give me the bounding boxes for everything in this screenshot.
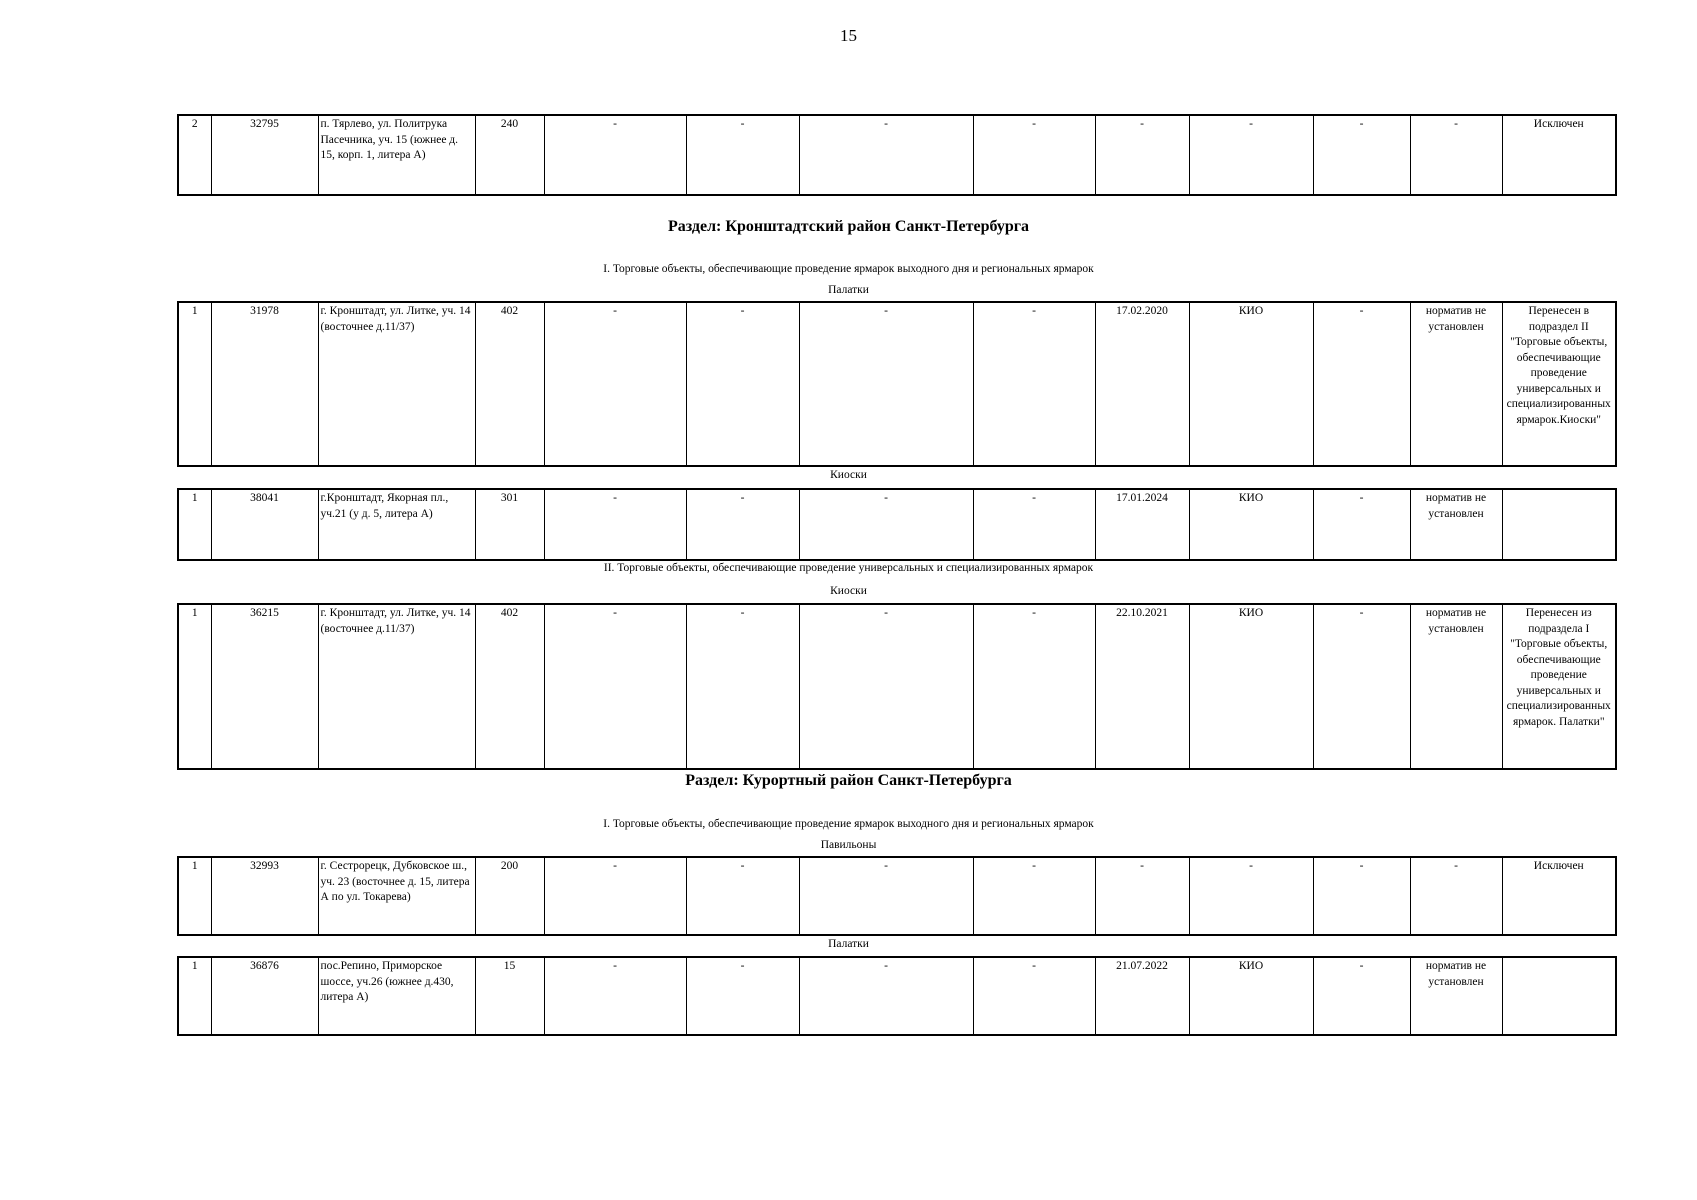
cell-date: 17.01.2024 bbox=[1095, 489, 1189, 560]
table-row-36215 bbox=[177, 603, 1617, 770]
section-title-kronshtadt: Раздел: Кронштадтский район Санкт-Петербурга bbox=[667, 218, 1030, 235]
cell: - bbox=[973, 604, 1095, 769]
cell: - bbox=[973, 857, 1095, 935]
cell-note: Перенесен в подраздел II "Торговые объекты, обеспечивающие проведение универсальных и специализированных ярмарок.Киоски" bbox=[1502, 302, 1616, 466]
cell: - bbox=[686, 302, 799, 466]
table-row-32993 bbox=[177, 856, 1617, 936]
cell: - bbox=[686, 604, 799, 769]
subsection-title: I. Торговые объекты, обеспечивающие проведение ярмарок выходного дня и региональных ярмарок bbox=[603, 818, 1094, 830]
cell: - bbox=[544, 957, 686, 1035]
cell-norm: норматив не установлен bbox=[1410, 604, 1502, 769]
cell-date: 22.10.2021 bbox=[1095, 604, 1189, 769]
cell: - bbox=[799, 115, 973, 195]
category-label: Киоски bbox=[830, 585, 867, 597]
cell: - bbox=[686, 489, 799, 560]
cell: - bbox=[1313, 957, 1410, 1035]
cell-date: 21.07.2022 bbox=[1095, 957, 1189, 1035]
cell-id: 31978 bbox=[211, 302, 318, 466]
cell: - bbox=[799, 604, 973, 769]
table-row-31978 bbox=[177, 301, 1617, 467]
table-row-32795 bbox=[177, 114, 1617, 196]
cell: - bbox=[799, 957, 973, 1035]
page-number: 15 bbox=[840, 26, 857, 45]
section-title-kurortny: Раздел: Курортный район Санкт-Петербурга bbox=[685, 772, 1012, 789]
cell: - bbox=[973, 489, 1095, 560]
cell: - bbox=[1313, 489, 1410, 560]
cell: - bbox=[799, 302, 973, 466]
cell-value: 301 bbox=[475, 489, 544, 560]
cell-note: Перенесен из подраздела I "Торговые объекты, обеспечивающие проведение универсальных и специализированных ярмарок. Палатки" bbox=[1502, 604, 1616, 769]
cell-org: КИО bbox=[1189, 489, 1313, 560]
cell: - bbox=[973, 302, 1095, 466]
cell-note: Исключен bbox=[1502, 857, 1616, 935]
category-label: Киоски bbox=[830, 469, 867, 481]
cell-org: КИО bbox=[1189, 957, 1313, 1035]
cell-norm: - bbox=[1410, 115, 1502, 195]
cell-num: 1 bbox=[178, 489, 211, 560]
cell: - bbox=[544, 604, 686, 769]
category-label: Павильоны bbox=[820, 839, 877, 851]
subsection-title: I. Торговые объекты, обеспечивающие проведение ярмарок выходного дня и региональных ярмарок bbox=[603, 263, 1094, 275]
cell-num: 1 bbox=[178, 957, 211, 1035]
cell-address: г. Кронштадт, ул. Литке, уч. 14 (восточнее д.11/37) bbox=[318, 302, 475, 466]
cell-address: г. Сестрорецк, Дубковское ш., уч. 23 (восточнее д. 15, литера А по ул. Токарева) bbox=[318, 857, 475, 935]
table-row-36876 bbox=[177, 956, 1617, 1036]
cell-norm: норматив не установлен bbox=[1410, 302, 1502, 466]
cell: - bbox=[686, 857, 799, 935]
cell-value: 402 bbox=[475, 604, 544, 769]
cell-id: 38041 bbox=[211, 489, 318, 560]
cell-value: 240 bbox=[475, 115, 544, 195]
cell-address: г. Кронштадт, ул. Литке, уч. 14 (восточнее д.11/37) bbox=[318, 604, 475, 769]
cell-id: 32795 bbox=[211, 115, 318, 195]
category-label: Палатки bbox=[828, 284, 869, 296]
cell: - bbox=[1313, 604, 1410, 769]
cell-norm: норматив не установлен bbox=[1410, 489, 1502, 560]
cell-org: КИО bbox=[1189, 604, 1313, 769]
cell-value: 200 bbox=[475, 857, 544, 935]
cell-id: 32993 bbox=[211, 857, 318, 935]
category-label: Палатки bbox=[828, 938, 869, 950]
cell-value: 15 bbox=[475, 957, 544, 1035]
cell: - bbox=[799, 489, 973, 560]
cell: - bbox=[686, 957, 799, 1035]
cell-id: 36215 bbox=[211, 604, 318, 769]
cell: - bbox=[1313, 302, 1410, 466]
cell-address: п. Тярлево, ул. Политрука Пасечника, уч. 15 (южнее д. 15, корп. 1, литера А) bbox=[318, 115, 475, 195]
cell-norm: - bbox=[1410, 857, 1502, 935]
cell-note bbox=[1502, 489, 1616, 560]
cell-norm: норматив не установлен bbox=[1410, 957, 1502, 1035]
cell: - bbox=[544, 489, 686, 560]
cell: - bbox=[1313, 115, 1410, 195]
cell: - bbox=[544, 857, 686, 935]
cell-address: пос.Репино, Приморское шоссе, уч.26 (южнее д.430, литера А) bbox=[318, 957, 475, 1035]
cell: - bbox=[544, 302, 686, 466]
cell-note bbox=[1502, 957, 1616, 1035]
cell-org: КИО bbox=[1189, 302, 1313, 466]
cell-num: 1 bbox=[178, 857, 211, 935]
cell-id: 36876 bbox=[211, 957, 318, 1035]
cell-date: - bbox=[1095, 115, 1189, 195]
cell-address: г.Кронштадт, Якорная пл., уч.21 (у д. 5, литера А) bbox=[318, 489, 475, 560]
cell-org: - bbox=[1189, 115, 1313, 195]
cell: - bbox=[544, 115, 686, 195]
cell-note: Исключен bbox=[1502, 115, 1616, 195]
cell-num: 1 bbox=[178, 604, 211, 769]
subsection-title: II. Торговые объекты, обеспечивающие проведение универсальных и специализированных ярмарок bbox=[603, 562, 1094, 574]
cell: - bbox=[973, 115, 1095, 195]
cell: - bbox=[799, 857, 973, 935]
cell-org: - bbox=[1189, 857, 1313, 935]
cell: - bbox=[973, 957, 1095, 1035]
cell: - bbox=[686, 115, 799, 195]
cell-value: 402 bbox=[475, 302, 544, 466]
cell-num: 2 bbox=[178, 115, 211, 195]
cell-date: 17.02.2020 bbox=[1095, 302, 1189, 466]
cell-num: 1 bbox=[178, 302, 211, 466]
cell-date: - bbox=[1095, 857, 1189, 935]
table-row-38041 bbox=[177, 488, 1617, 561]
cell: - bbox=[1313, 857, 1410, 935]
